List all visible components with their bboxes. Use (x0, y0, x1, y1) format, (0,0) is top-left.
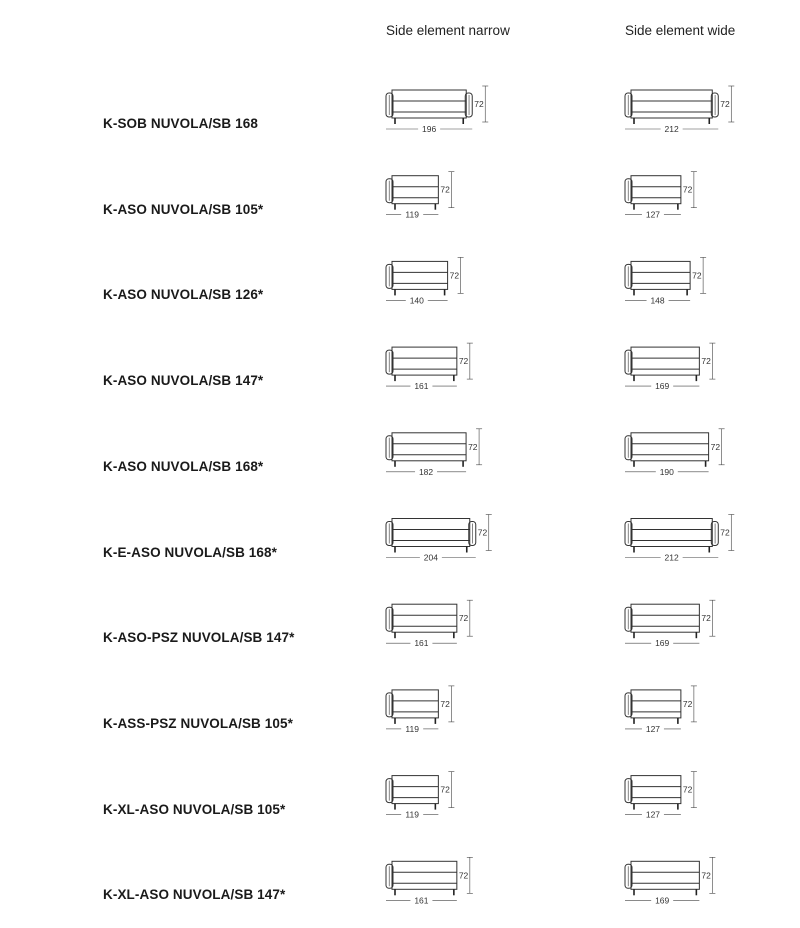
sofa-wide (625, 600, 715, 648)
sofa-narrow (386, 257, 464, 305)
narrow-height-label: 72 (477, 527, 488, 538)
narrow-width-label: 161 (414, 638, 429, 649)
narrow-height-label: 72 (474, 99, 484, 109)
model-label: K-SOB NUVOLA/SB 168 (103, 116, 258, 131)
model-label: K-ASO-PSZ NUVOLA/SB 147* (103, 630, 295, 646)
wide-width-label: 169 (655, 895, 670, 906)
narrow-width-label: 182 (418, 466, 434, 477)
sofa-narrow (386, 600, 473, 648)
wide-width-label: 127 (645, 809, 661, 820)
sofa-wide (625, 172, 697, 220)
wide-body (631, 690, 681, 718)
sofa-narrow (386, 515, 492, 563)
narrow-height-label: 72 (468, 441, 478, 452)
wide-width-label: 190 (659, 466, 674, 477)
sofa-wide (625, 772, 697, 820)
wide-body (631, 776, 681, 804)
sofa-wide (625, 857, 715, 905)
sofa-wide (625, 343, 715, 391)
sofa-narrow (386, 343, 473, 391)
sofa-narrow (386, 429, 482, 477)
wide-width-label: 169 (655, 381, 670, 392)
narrow-width-label: 119 (405, 809, 419, 820)
narrow-body (392, 347, 457, 375)
sofa-narrow (386, 86, 488, 134)
wide-body (631, 90, 712, 118)
sofa-wide (625, 686, 697, 734)
sofa-narrow (386, 686, 454, 734)
wide-height-label: 72 (710, 441, 721, 452)
wide-height-label: 72 (701, 870, 711, 881)
wide-width-label: 127 (645, 723, 661, 734)
narrow-height-label: 72 (440, 698, 450, 709)
narrow-body (392, 776, 438, 804)
wide-height-label: 72 (682, 184, 693, 195)
narrow-body (392, 519, 470, 547)
wide-width-label: 212 (664, 124, 679, 134)
narrow-body (392, 690, 438, 718)
wide-body (631, 519, 712, 547)
wide-body (631, 261, 690, 289)
wide-width-label: 127 (645, 209, 661, 220)
wide-height-label: 72 (682, 784, 693, 795)
narrow-width-label: 161 (414, 381, 429, 392)
wide-body (631, 861, 699, 889)
narrow-body (392, 261, 448, 289)
narrow-height-label: 72 (458, 870, 469, 881)
model-label: K-XL-ASO NUVOLA/SB 147* (103, 887, 286, 903)
narrow-height-label: 72 (449, 270, 460, 281)
model-label: K-ASO NUVOLA/SB 168* (103, 458, 264, 474)
sofa-narrow (386, 857, 473, 905)
wide-width-label: 169 (655, 638, 670, 649)
wide-height-label: 72 (692, 270, 702, 281)
wide-height-label: 72 (701, 613, 711, 624)
wide-body (631, 604, 699, 632)
narrow-body (392, 176, 438, 204)
model-label: K-ASO NUVOLA/SB 105* (103, 201, 264, 217)
narrow-width-label: 196 (422, 124, 437, 134)
wide-width-label: 148 (650, 295, 665, 306)
model-label: K-E-ASO NUVOLA/SB 168* (103, 544, 277, 560)
wide-width-label: 212 (664, 552, 679, 563)
wide-body (631, 433, 709, 461)
narrow-height-label: 72 (458, 613, 469, 624)
narrow-width-label: 140 (409, 295, 424, 306)
column-header-narrow: Side element narrow (386, 23, 510, 38)
wide-height-label: 72 (701, 356, 711, 367)
model-label: K-ASS-PSZ NUVOLA/SB 105* (103, 715, 293, 731)
sofa-narrow (386, 172, 454, 220)
narrow-height-label: 72 (440, 184, 450, 195)
narrow-width-label: 161 (414, 895, 429, 906)
model-label: K-XL-ASO NUVOLA/SB 105* (103, 801, 286, 817)
column-header-wide: Side element wide (625, 23, 736, 38)
narrow-body (392, 861, 457, 889)
wide-height-label: 72 (720, 99, 730, 109)
wide-body (631, 347, 699, 375)
narrow-body (392, 90, 466, 118)
sofa-wide (625, 515, 734, 563)
wide-body (631, 176, 681, 204)
sofa-wide (625, 429, 725, 477)
sofa-wide (625, 257, 706, 305)
narrow-width-label: 204 (423, 552, 438, 563)
narrow-height-label: 72 (458, 356, 469, 367)
narrow-width-label: 119 (405, 209, 419, 220)
sofa-wide (625, 86, 734, 134)
wide-height-label: 72 (720, 527, 730, 538)
narrow-width-label: 119 (405, 723, 419, 734)
model-label: K-ASO NUVOLA/SB 147* (103, 373, 264, 389)
narrow-body (392, 433, 466, 461)
wide-height-label: 72 (682, 698, 693, 709)
model-label: K-ASO NUVOLA/SB 126* (103, 287, 264, 303)
narrow-body (392, 604, 457, 632)
narrow-height-label: 72 (440, 784, 450, 795)
sofa-narrow (386, 772, 454, 820)
